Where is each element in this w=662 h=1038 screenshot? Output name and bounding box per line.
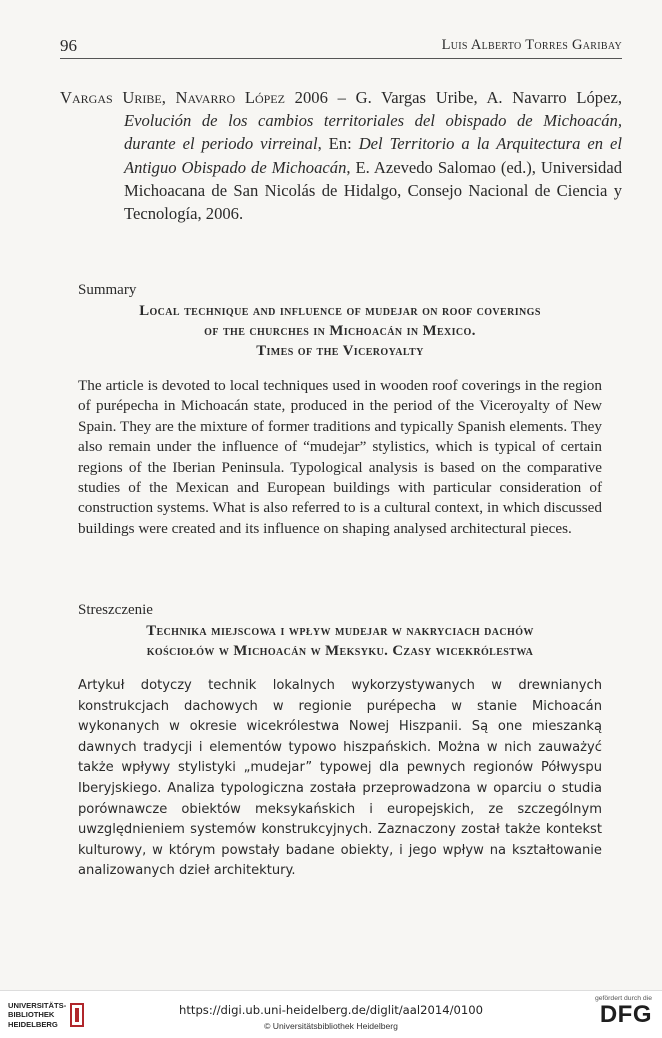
streszczenie-body: Artykuł dotyczy technik lokalnych wykorzystywanych w drewnianych konstrukcjach dachowych w regionie purépecha w stanie Michoacán wykonanych w okresie wicekrólestwa Nowej Hiszpanii. Są one mieszanką dawnych tradycji i elementów typowo hiszpańskich. Można w nich zauważyć także wpływy stylistyki „mudejar” typowej dla pewnych regionów Półwyspu Iberyjskiego. Analiza typologiczna została przeprowadzona w oparciu o studia porównawcze obiektów meksykańskich i europejskich, ze szczególnym uwzględnieniem systemów konstrukcyjnych. Zaznaczony został także kontekst kulturowy, w którym powstały badane obiekty, i jego wpływ na kształtowanie analizowanych dzieł architektury. xyxy=(78,678,602,879)
running-head: Luis Alberto Torres Garibay xyxy=(441,37,622,53)
bib-authors: Vargas Uribe, Navarro López xyxy=(60,88,285,107)
summary-title-line: Local technique and influence of mudejar on roof coverings xyxy=(139,303,541,319)
permalink-url[interactable]: https://digi.ub.uni-heidelberg.de/diglit/aal2014/0100 xyxy=(179,1003,483,1017)
bib-book: Del Territorio a la Arquitectura en el Antiguo Obispado de Michoacán xyxy=(124,134,622,177)
streszczenie-title-line: kościołów w Michoacán w Meksyku. Czasy wicekrólestwa xyxy=(146,643,534,659)
page-header xyxy=(60,36,622,59)
summary-body: The article is devoted to local techniques used in wooden roof coverings in the region of purépecha in Michoacán state, produced in the period of the Viceroyalty of New Spain. They are the mixture of former traditions and typically Spanish elements. They also remain under the influence of “mudejar” stylistics, which is typical of certain regions of the Iberian Peninsula. Typological analysis is based on the comparative studies of the Mexican and European buildings with particular consideration of construction systems. What is also referred to is a cultural context, in which discussed buildings were created and its influence on shaping analysed architectural pieces. xyxy=(78,377,602,537)
streszczenie-title-line: Technika miejscowa i wpływ mudejar w nakryciach dachów xyxy=(146,623,534,639)
dfg-logo[interactable]: DFG xyxy=(599,1001,652,1028)
copyright-notice: © Universitätsbibliothek Heidelberg xyxy=(264,1021,398,1031)
summary-title-line: of the churches in Michoacán in Mexico. xyxy=(204,323,476,339)
footer-bar xyxy=(0,990,662,1038)
summary-polish xyxy=(78,600,602,882)
summary-title xyxy=(78,301,602,361)
bib-in: , En: xyxy=(317,134,359,154)
summary-label: Summary xyxy=(78,282,137,298)
dfg-funding xyxy=(586,995,652,1028)
bib-title: Evolución de los cambios territoriales del obispado de Michoacán, durante el periodo virreinal xyxy=(124,111,622,154)
streszczenie-label: Streszczenie xyxy=(78,602,153,618)
page-number: 96 xyxy=(60,36,77,55)
funded-by-text: gefördert durch die xyxy=(594,995,652,1002)
streszczenie-title xyxy=(78,621,602,661)
summary-title-line: Times of the Viceroyalty xyxy=(256,343,424,359)
bib-rest: , E. Azevedo Salomao (ed.), Universidad Michoacana de San Nicolás de Hidalgo, Consejo Nacional de Ciencia y Tecnología, 2006. xyxy=(124,157,622,224)
summary-english xyxy=(78,280,602,539)
bib-year: 2006 – G. Vargas Uribe, A. Navarro López, xyxy=(284,88,622,107)
bibliography-entry xyxy=(60,86,622,225)
library-name: UNIVERSITÄTS- BIBLIOTHEK HEIDELBERG xyxy=(8,1001,67,1029)
